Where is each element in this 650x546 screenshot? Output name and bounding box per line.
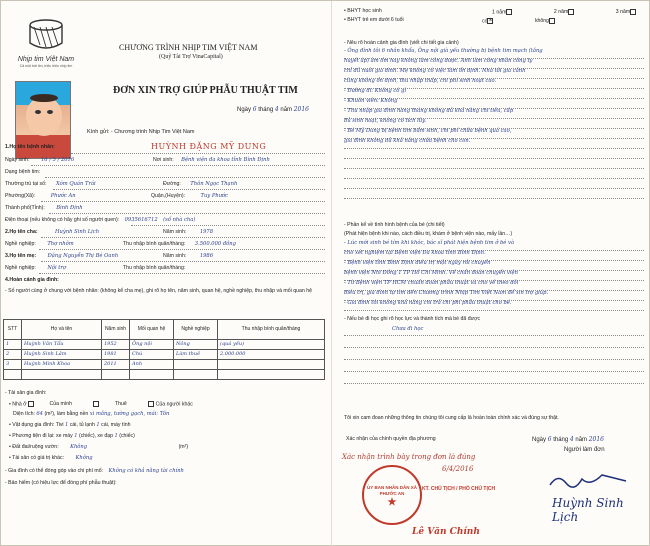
transport-row: • Phương tiện đi lại: xe máy 1 (chiếc), xe đạp 1 (chiếc) [9, 433, 135, 439]
table-header-row [4, 320, 325, 340]
housing-row: • Nhà ở Của mình Thuê Của người khác [9, 401, 193, 408]
local-confirmation-date: 6/4/2016 [442, 465, 474, 473]
addressee: Kính gửi: - Chương trình Nhịp Tim Việt Nam [87, 129, 195, 135]
birthplace-row: Nơi sinh: Bệnh viện đa khoa tỉnh Bình Định [153, 157, 270, 163]
rent-checkbox[interactable] [93, 401, 99, 407]
logo-brand: Nhịp tim Việt Nam [17, 55, 75, 63]
street-row: Đường: Thôn Ngọc Thạnh [163, 181, 238, 187]
disease-subheading: (Phát hiện bệnh khi nào, cách điều trị, khám ở bệnh viện nào, mấy lần…) [344, 231, 513, 237]
table-header: Năm sinh [102, 320, 130, 340]
local-confirmation-label: Xác nhận của chính quyền địa phương [346, 436, 436, 442]
study-row: - Nếu bé đi học ghi rõ học lực và thành tích mà bé đã được [344, 316, 481, 322]
commitment-statement: Tôi xin cam đoan những thông tin chúng tôi cung cấp là hoàn toàn chính xác và đúng sự thật. [344, 415, 559, 421]
logo-tagline: Cả một trái tim, triệu triệu nhịp tim [19, 64, 73, 69]
assets-heading: - Tài sản gia đình: [5, 390, 47, 396]
ward-row: Phường(Xã): Phước An [5, 193, 76, 199]
family-members-intro: - Số người cùng ở chung với bệnh nhân: (không kể cha mẹ), ghi rõ họ tên, năm sinh, quan hệ, nghề nghiệp, thu nhập và mối quan hệ [5, 288, 312, 294]
land-row: • Đất đai/ruộng vườn: Không (m²) [9, 444, 189, 450]
form-date: Ngày 6 tháng 4 năm 2016 [237, 106, 309, 113]
program-name: CHƯƠNG TRÌNH NHỊP TIM VIỆT NAM [119, 43, 258, 52]
area-row: Diện tích: 64 (m²), làm bằng nền xi măng, tường gạch, mái: Tôn [13, 411, 170, 417]
disease-type-row: Dạng bệnh tim: [5, 169, 41, 175]
circumstances-text: - Ông đình tôi 6 nhân khẩu, Ông nội già yếu thường bị bệnh tim mạch (tăng huyết áp) âm ốm hay không làm công được. Anh làm công nhân công ty chỉ đủ nuôi gia đình. Mẹ không có việc làm ổn định. Nhà tôi gia cảnh cũng không ổn định, thu nhập thấp, chi phí sinh hoạt cao. - Đường đi: Không có gì - Khuôn viên: Không - Thu nhập gia đình hàng tháng không đủ khả năng chi tiêu, cấp đủ sinh hoạt, không có tích lũy. - Bé Mỹ Dung bị bệnh tim bẩm sinh, chi phí chữa bệnh quá cao, gia đình không đủ khả năng chữa bệnh cho con. [344, 49, 644, 199]
district-row: Quận,(Huyện): Tuy Phước [151, 193, 229, 199]
year3-checkbox[interactable] [630, 9, 636, 15]
contribution-row: - Gia đình có thể đóng góp vào chi phí mổ: Không có khả năng tài chính [5, 468, 184, 474]
year2-checkbox[interactable] [568, 9, 574, 15]
official-name: Lê Văn Chính [412, 527, 480, 537]
bhyt-student-row: • BHYT học sinh [344, 8, 382, 14]
family-members-table [3, 319, 325, 380]
mother-job-row: Nghề nghiệp: Nội trợ [5, 265, 66, 271]
study-value: Chưa đi học [392, 326, 424, 332]
dob-row: Ngày sinh: 16 / 5 / 2016 [5, 157, 75, 163]
bhyt-child-row: • BHYT trẻ em dưới 6 tuổi [344, 17, 404, 23]
sign-date: Ngày 6 tháng 4 năm 2016 [532, 436, 604, 443]
table-header: STT [4, 320, 22, 340]
applicant-name: Huỳnh Sinh Lịch [552, 496, 624, 524]
form-title: ĐƠN XIN TRỢ GIÚP PHẪU THUẬT TIM [113, 85, 298, 96]
disease-heading: - Phần kể về tình hình bệnh của bé (chi tiết) [344, 222, 445, 228]
bhyt-yes-no: có× không [482, 18, 555, 25]
father-yob-row: Năm sinh: 1978 [163, 229, 214, 235]
household-items-row: • Vật dụng gia đình: Tivi 1 cái, tủ lạnh 1 cái, máy tính [9, 422, 131, 428]
city-row: Thành phố(Tỉnh): Bình Định [5, 205, 83, 211]
own-house-checkbox[interactable] [28, 401, 34, 407]
bhyt-options: 1 năm 2 năm 3 năm [492, 9, 636, 16]
other-assets-row: • Tài sản có giá trị khác: Không [9, 455, 93, 461]
year1-checkbox[interactable] [506, 9, 512, 15]
table-row: 3 Huỳnh Minh Khoa 2011 Anh [4, 360, 325, 370]
table-header: Mối quan hệ [130, 320, 174, 340]
form-right-page [331, 1, 650, 546]
family-circumstances-heading: 4.Hoàn cảnh gia đình: [5, 277, 59, 283]
table-header: Nghề nghiệp [174, 320, 218, 340]
disease-text: - Lúc mới sinh bé tím khi khóc, bác sĩ phát hiện bệnh tim ở bé và cho xét nghiệm tại Bệnh viện Đa khoa tỉnh Bình Định. - Bệnh viện tỉnh Bình Định điều trị một ngày rồi chuyển bệnh viện Nhi Đồng 1 TP Hồ Chí Minh. Về chẩn đoán chuyển viện - Từ Bệnh viện TP HCM chuẩn đoán phẫu thuật và cho về theo dõi điều trị, gia đình tự tìm đến Chương trình Nhịp Tim Việt Nam để xin trợ giúp. - Gia đình tôi không khả năng chi trả chi phí phẫu thuật cho bé. [344, 241, 644, 311]
yes-checkbox[interactable]: × [488, 18, 493, 24]
patient-name-value: HUỲNH ĐẶNG MỸ DUNG [151, 142, 267, 151]
table-row: 1 Huỳnh Văn Tẩu 1952 Ông nội Nông (quá yếu) [4, 340, 325, 350]
logo [15, 17, 77, 73]
form-left-page [1, 1, 331, 546]
fund-name: (Quỹ Tài Trợ VinaCapital) [159, 54, 223, 60]
no-checkbox[interactable] [549, 18, 555, 24]
circumstances-heading: - Nêu rõ hoàn cảnh gia đình (viết chi tiết gia cảnh) [344, 40, 459, 46]
applicant-signature [546, 471, 636, 493]
insurance-row: - Bảo hiểm (có hiệu lực để đóng phí phẫu thuật): [5, 480, 117, 486]
applicant-label: Người làm đơn [564, 447, 605, 453]
father-job-row: Nghề nghiệp: Thợ nhôm [5, 241, 74, 247]
father-income-row: Thu nhập bình quân/tháng: 3.500.000 đồng [123, 241, 236, 247]
local-confirmation-text: Xác nhận trình bày trong đơn là đúng [342, 453, 476, 461]
official-title: KT. CHỦ TỊCH / PHÓ CHỦ TỊCH [422, 486, 496, 492]
official-stamp: ỦY BAN NHÂN DÂN XÃ PHƯỚC AN ★ [362, 465, 422, 525]
patient-name-row: 1.Họ tên bệnh nhân: [5, 144, 55, 150]
father-row: 2.Họ tên cha: Huỳnh Sinh Lịch [5, 229, 100, 235]
table-row [4, 370, 325, 380]
others-house-checkbox[interactable] [148, 401, 154, 407]
table-header: Thu nhập bình quân/tháng [218, 320, 325, 340]
phone-row: Điện thoại (nếu không có hãy ghi số người quen): 0935616712 (số nhà cha) [5, 217, 196, 223]
mother-income-row: Thu nhập bình quân/tháng: [123, 265, 186, 271]
mother-row: 3.Họ tên mẹ: Đặng Nguyễn Thị Bé Oanh [5, 253, 119, 259]
table-row: 2 Huỳnh Sinh Lâm 1981 Chú Làm thuê 2.000.000 [4, 350, 325, 360]
mother-yob-row: Năm sinh: 1986 [163, 253, 214, 259]
table-header: Họ và tên [22, 320, 102, 340]
heart-drum-icon [26, 17, 66, 53]
address-row: Thường trú tại số: Xóm Quán Trái [5, 181, 96, 187]
star-icon: ★ [387, 496, 397, 508]
signature-mark [546, 471, 636, 489]
